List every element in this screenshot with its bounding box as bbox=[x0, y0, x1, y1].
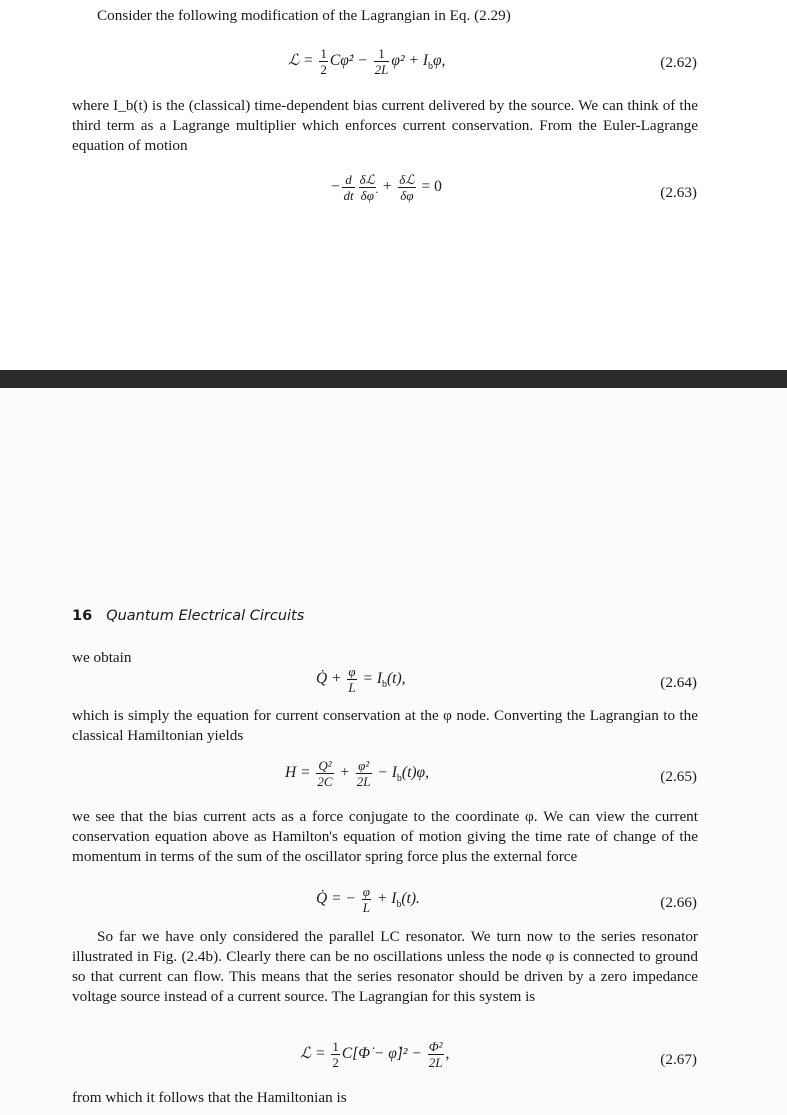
equation-2-63: − $\frac{d}{dt}$ $\frac{\text{δℒ}}{\delta\varphi̇}$ + $\frac{\text{δℒ}}{\delta\varphi}$ = 0 (2.63) bbox=[330, 172, 697, 203]
equation-number: (2.62) bbox=[660, 54, 697, 71]
equation-2-64: Q̇ + $\frac{\varphi}{L}$ = $I_b(t)$, (2.64) bbox=[316, 664, 697, 695]
running-header bbox=[72, 608, 304, 624]
paragraph: from which it follows that the Hamiltonian is bbox=[72, 1089, 347, 1106]
page-top bbox=[0, 0, 787, 370]
equation-number: (2.66) bbox=[660, 894, 697, 911]
equation-number: (2.65) bbox=[660, 768, 697, 785]
equation-2-65: H = $\frac{\text{Q²}}{2C}$ + $\frac{\text{φ²}}{2L}$ − $I_b(t)\varphi$, (2.65) bbox=[285, 758, 697, 789]
paragraph: So far we have only considered the parallel LC resonator. We turn now to the series resonator illustrated in Fig. (2.4b). Clearly there can be no oscillations unless the node φ is connected to ground so that current can flow. This means that the series resonator should be driven by a zero impedance voltage source instead of a current source. The Lagrangian for this system is bbox=[72, 928, 698, 1005]
equation-2-66: Q̇ = − $\frac{\varphi}{L}$ + $I_b(t)$. (2.66) bbox=[316, 884, 697, 915]
equation-number: (2.67) bbox=[660, 1051, 697, 1068]
intro-text: Consider the following modification of the Lagrangian in Eq. (2.29) bbox=[97, 7, 511, 24]
page-number: 16 bbox=[72, 608, 93, 624]
we-obtain-text: we obtain bbox=[72, 649, 132, 666]
eq-lhs: ℒ = bbox=[288, 52, 314, 70]
fraction: $\frac{1}{2L}$ bbox=[374, 46, 389, 77]
equation-2-62: ℒ = $\frac{1}{2}$ Cφ̇² − $\frac{1}{2L}$ $\varphi^2 + I_b\varphi$, (2.62) bbox=[288, 46, 697, 77]
equation-number: (2.64) bbox=[660, 674, 697, 691]
paragraph: where I_b(t) is the (classical) time-dependent bias current delivered by the source. We can think of the third term as a Lagrange multiplier which enforces current conservation. From the Euler-Lagrange equation of motion bbox=[72, 97, 698, 154]
chapter-title: Quantum Electrical Circuits bbox=[106, 608, 305, 624]
fraction: $\frac{1}{2}$ bbox=[320, 46, 327, 77]
equation-number: (2.63) bbox=[660, 184, 697, 201]
page-divider bbox=[0, 370, 787, 388]
paragraph: which is simply the equation for current conservation at the φ node. Converting the Lagrangian to the classical Hamiltonian yields bbox=[72, 707, 698, 744]
paragraph: we see that the bias current acts as a force conjugate to the coordinate φ. We can view the current conservation equation above as Hamilton's equation of motion giving the time rate of change of the momentum in terms of the sum of the oscillator spring force plus the external force bbox=[72, 808, 698, 865]
equation-2-67: ℒ = $\frac{1}{2}$ C[Φ̇ − φ̇]² − $\frac{\text{Φ²}}{2L}$ , (2.67) bbox=[300, 1039, 697, 1070]
